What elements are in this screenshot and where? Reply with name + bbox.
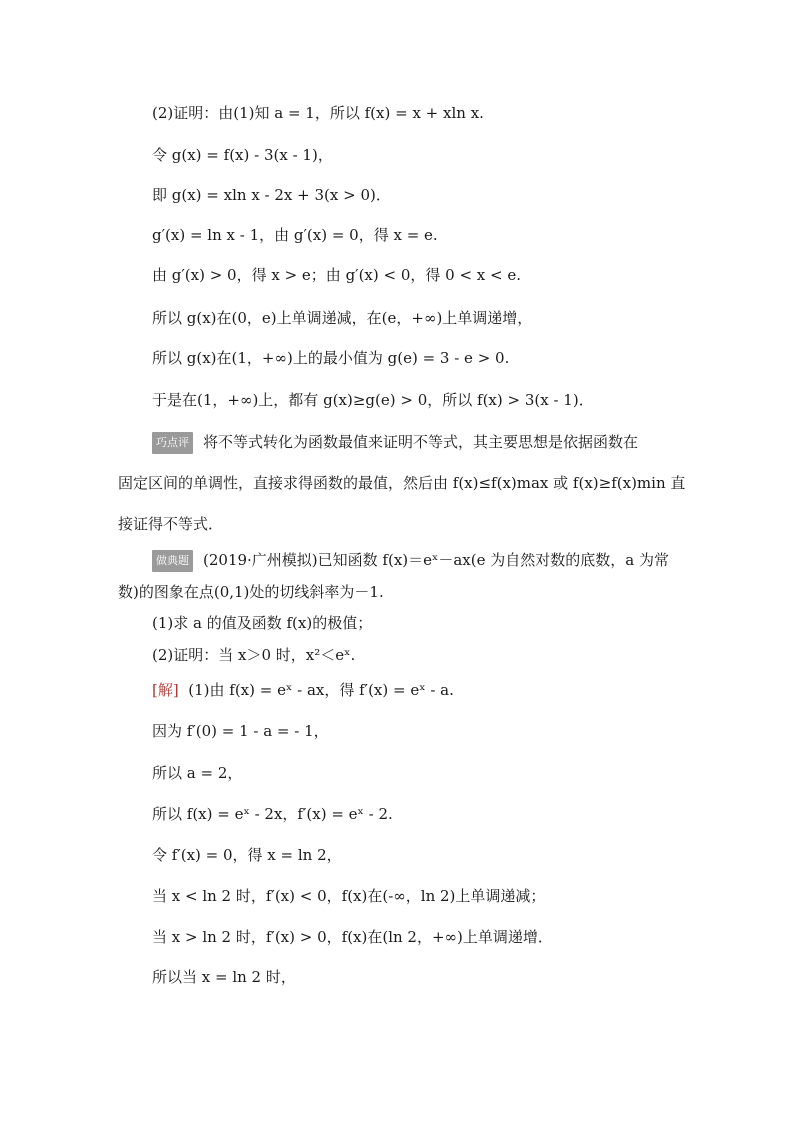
proof-line-5: 由 g′(x) > 0，得 x > e；由 g′(x) < 0，得 0 < x < e.	[152, 266, 522, 284]
proof-line-1: (2)证明：由(1)知 a = 1，所以 f(x) = x + xln x.	[152, 104, 484, 122]
example-badge: 做典题	[152, 550, 193, 572]
solution-line-6: 当 x < ln 2 时，f′(x) < 0，f(x)在(-∞，ln 2)上单调递减；	[152, 887, 546, 905]
solution-tag: [解]	[152, 681, 179, 699]
proof-line-3: 即 g(x) = xln x - 2x + 3(x > 0)．	[152, 186, 391, 204]
proof-line-8: 于是在(1，+∞)上，都有 g(x)≥g(e) > 0，所以 f(x) > 3(x - 1)．	[152, 391, 594, 409]
solution-line-7: 当 x > ln 2 时，f′(x) > 0，f(x)在(ln 2，+∞)上单调递增．	[152, 928, 553, 946]
review-line-1	[152, 432, 638, 454]
solution-line-8: 所以当 x = ln 2 时，	[152, 968, 296, 986]
proof-line-7: 所以 g(x)在(1，+∞)上的最小值为 g(e) = 3 - e > 0.	[152, 349, 510, 367]
review-badge: 巧点评	[152, 432, 193, 454]
example-line-1	[152, 550, 669, 572]
proof-line-4: g′(x) = ln x - 1，由 g′(x) = 0，得 x = e.	[152, 226, 438, 244]
solution-line-2: 因为 f′(0) = 1 - a = - 1，	[152, 722, 329, 740]
question-1: (1)求 a 的值及函数 f(x)的极值；	[152, 614, 373, 632]
solution-first: (1)由 f(x) = eˣ - ax，得 f′(x) = eˣ - a.	[188, 681, 454, 699]
review-line-3: 接证得不等式．	[118, 515, 224, 533]
proof-line-2: 令 g(x) = f(x) - 3(x - 1)，	[152, 146, 333, 164]
solution-line-1	[152, 680, 454, 700]
review-text-1: 将不等式转化为函数最值来证明不等式，其主要思想是依据函数在	[203, 433, 639, 451]
proof-line-6: 所以 g(x)在(0，e)上单调递减，在(e，+∞)上单调递增，	[152, 309, 533, 327]
solution-line-4: 所以 f(x) = eˣ - 2x，f′(x) = eˣ - 2.	[152, 805, 393, 823]
example-text-1: (2019·广州模拟)已知函数 f(x)＝eˣ－ax(e 为自然对数的底数，a 为常	[203, 551, 669, 569]
solution-line-3: 所以 a = 2，	[152, 764, 243, 782]
solution-line-5: 令 f′(x) = 0，得 x = ln 2，	[152, 846, 342, 864]
example-line-2: 数)的图象在点(0,1)处的切线斜率为－1.	[118, 583, 384, 601]
review-line-2: 固定区间的单调性，直接求得函数的最值，然后由 f(x)≤f(x)max 或 f(x)≥f(x)min 直	[118, 474, 686, 492]
question-2: (2)证明：当 x＞0 时，x²＜eˣ.	[152, 646, 356, 664]
